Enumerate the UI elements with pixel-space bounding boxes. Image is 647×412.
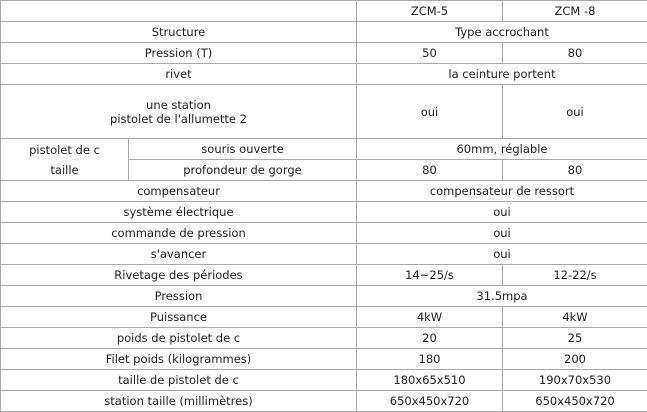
table-row bbox=[1, 328, 647, 349]
table-row bbox=[1, 22, 647, 43]
row-value-b: 650x450x720 bbox=[503, 391, 647, 412]
row-label: Pression (T) bbox=[1, 43, 357, 64]
row-value-a: 50 bbox=[357, 43, 503, 64]
table-row bbox=[1, 286, 647, 307]
row-label: poids de pistolet de c bbox=[1, 328, 357, 349]
table-row bbox=[1, 307, 647, 328]
row-label-line-2: pistolet de l'allumette 2 bbox=[110, 112, 247, 126]
row-value: Type accrochant bbox=[357, 22, 647, 43]
group-label-line-1: pistolet de c bbox=[29, 143, 100, 157]
table-row bbox=[1, 139, 647, 160]
row-label: commande de pression bbox=[1, 223, 357, 244]
table-row bbox=[1, 202, 647, 223]
table-row bbox=[1, 391, 647, 412]
table-row bbox=[1, 265, 647, 286]
row-value-b: 25 bbox=[503, 328, 647, 349]
row-value: la ceinture portent bbox=[357, 64, 647, 85]
row-label: rivet bbox=[1, 64, 357, 85]
sub-row-label: souris ouverte bbox=[129, 139, 357, 160]
row-value: compensateur de ressort bbox=[357, 181, 647, 202]
table-row bbox=[1, 349, 647, 370]
row-value-b: 190x70x530 bbox=[503, 370, 647, 391]
table-row bbox=[1, 223, 647, 244]
row-label: Pression bbox=[1, 286, 357, 307]
row-label: s'avancer bbox=[1, 244, 357, 265]
header-row bbox=[1, 1, 647, 22]
row-label: station taille (millimètres) bbox=[1, 391, 357, 412]
row-value-a: 650x450x720 bbox=[357, 391, 503, 412]
row-label: Puissance bbox=[1, 307, 357, 328]
row-label: système électrique bbox=[1, 202, 357, 223]
row-value-a: 20 bbox=[357, 328, 503, 349]
row-label: Structure bbox=[1, 22, 357, 43]
table-row bbox=[1, 181, 647, 202]
row-value-a: 180 bbox=[357, 349, 503, 370]
group-label-line-2: taille bbox=[50, 163, 78, 177]
row-value-b: 12-22/s bbox=[503, 265, 647, 286]
row-value-b: 80 bbox=[503, 43, 647, 64]
row-value-a: oui bbox=[357, 85, 503, 139]
row-label: Rivetage des périodes bbox=[1, 265, 357, 286]
row-label-line-1: une station bbox=[146, 98, 211, 112]
row-label: Filet poids (kilogrammes) bbox=[1, 349, 357, 370]
table-row bbox=[1, 370, 647, 391]
row-value: oui bbox=[357, 223, 647, 244]
row-value-b: 80 bbox=[503, 160, 647, 181]
table-row bbox=[1, 244, 647, 265]
row-value: 31.5mpa bbox=[357, 286, 647, 307]
model-b-header: ZCM -8 bbox=[503, 1, 647, 22]
row-value-a: 180x65x510 bbox=[357, 370, 503, 391]
model-a-header: ZCM-5 bbox=[357, 1, 503, 22]
row-value-a: 4kW bbox=[357, 307, 503, 328]
sub-row-label: profondeur de gorge bbox=[129, 160, 357, 181]
table-row bbox=[1, 64, 647, 85]
row-label: compensateur bbox=[1, 181, 357, 202]
row-label: taille de pistolet de c bbox=[1, 370, 357, 391]
table-row bbox=[1, 43, 647, 64]
header-blank-cell bbox=[1, 1, 357, 22]
row-value: 60mm, réglable bbox=[357, 139, 647, 160]
row-value: oui bbox=[357, 244, 647, 265]
row-value-a: 14~25/s bbox=[357, 265, 503, 286]
group-label bbox=[1, 139, 129, 181]
row-value-a: 80 bbox=[357, 160, 503, 181]
row-value-b: 200 bbox=[503, 349, 647, 370]
row-value: oui bbox=[357, 202, 647, 223]
row-value-b: 4kW bbox=[503, 307, 647, 328]
table-row bbox=[1, 85, 647, 139]
row-value-b: oui bbox=[503, 85, 647, 139]
row-label bbox=[1, 85, 357, 139]
